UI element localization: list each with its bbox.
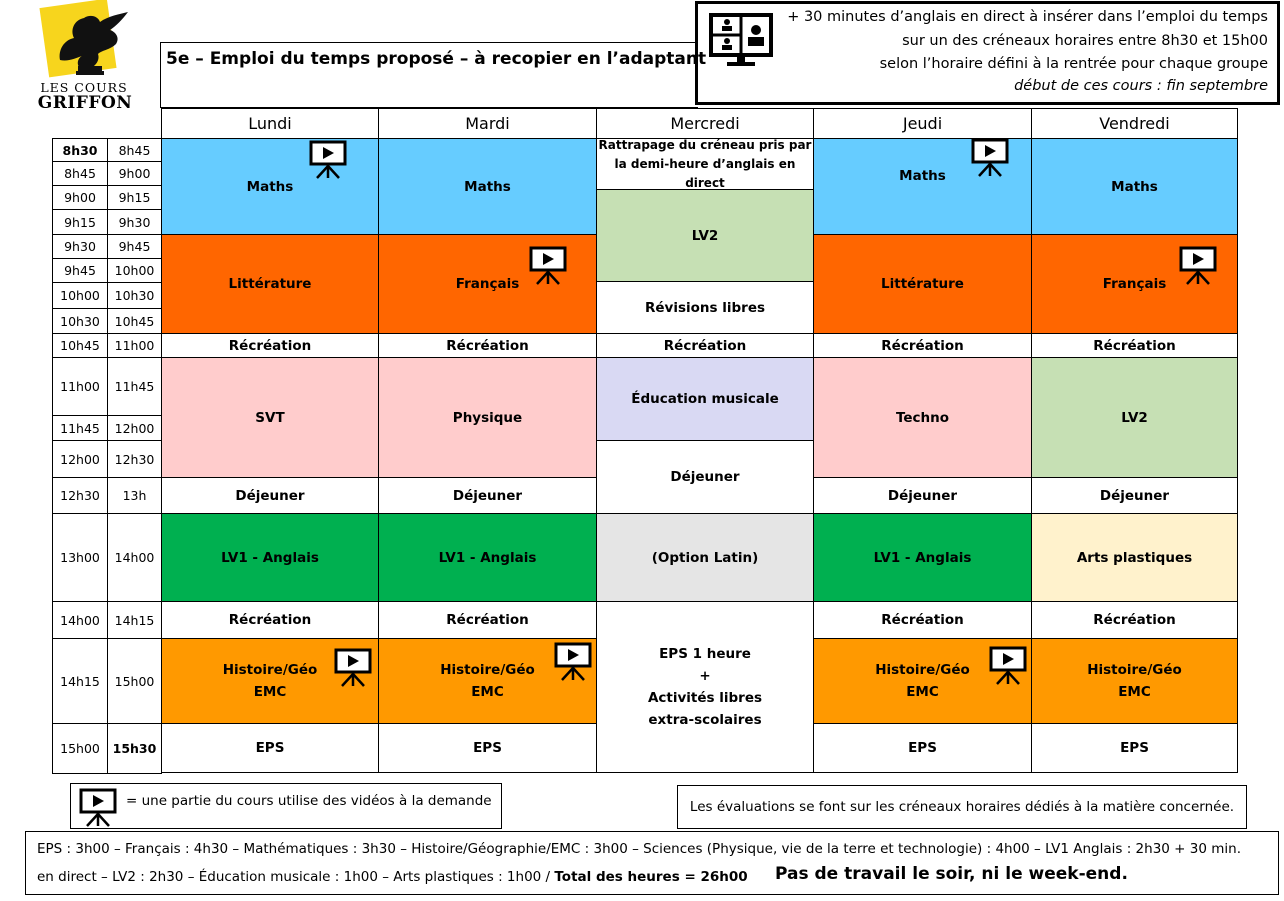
slot-lundi-svt (161, 357, 379, 478)
evaluation-note-text: Les évaluations se font sur les créneaux horaires dédiés à la matière concernée. (689, 799, 1235, 815)
video-on-demand-icon (989, 646, 1027, 686)
slot-label: LV1 - Anglais (221, 549, 319, 566)
time-start: 10h45 (52, 333, 108, 358)
slot-vendredi-maths (1031, 138, 1238, 235)
time-start: 12h00 (52, 440, 108, 478)
slot-label: EPS (473, 740, 502, 756)
slot-mardi-maths (378, 138, 597, 235)
slot-label: Récréation (1093, 337, 1176, 354)
slot-jeudi-recreation-2 (813, 601, 1032, 639)
time-end: 9h30 (107, 209, 162, 235)
time-start: 8h30 (52, 138, 108, 162)
video-on-demand-icon (334, 648, 372, 688)
slot-label: EMC (253, 684, 287, 700)
slot-label: SVT (255, 409, 285, 426)
slot-mardi-lv1 (378, 513, 597, 602)
slot-label: Physique (452, 409, 523, 426)
slot-lundi-recreation (161, 333, 379, 358)
time-start: 9h30 (52, 234, 108, 259)
video-on-demand-icon (309, 140, 347, 180)
slot-label: Maths (246, 178, 294, 195)
slot-mercredi-musique (596, 357, 814, 441)
slot-label: Littérature (228, 276, 312, 292)
slot-jeudi-litterature (813, 234, 1032, 334)
slot-label: Français (455, 276, 520, 292)
slot-label: Récréation (446, 612, 529, 628)
slot-label: Récréation (446, 337, 529, 354)
evaluation-note (677, 785, 1247, 829)
slot-mercredi-recreation (596, 333, 814, 358)
time-end: 13h (107, 477, 162, 514)
time-end: 10h45 (107, 308, 162, 334)
time-end: 9h00 (107, 161, 162, 186)
day-header-lundi: Lundi (161, 108, 379, 139)
time-start: 9h15 (52, 209, 108, 235)
slot-label: Histoire/Géo (1087, 662, 1182, 678)
day-header-mercredi: Mercredi (596, 108, 814, 139)
video-call-icon (709, 13, 773, 69)
time-start: 14h15 (52, 638, 108, 724)
time-start: 12h30 (52, 477, 108, 514)
slot-label: Français (1102, 276, 1167, 292)
slot-label: Déjeuner (1099, 487, 1170, 504)
notice-line3: selon l’horaire défini à la rentrée pour chaque groupe (879, 56, 1268, 72)
slot-label: (Option Latin) (651, 549, 759, 566)
slot-mercredi-revisions (596, 281, 814, 334)
slot-label: Maths (1111, 178, 1158, 195)
slot-label: EMC (1118, 684, 1151, 700)
slot-vendredi-dejeuner (1031, 477, 1238, 514)
day-header-jeudi: Jeudi (813, 108, 1032, 139)
slot-vendredi-recreation (1031, 333, 1238, 358)
slot-lundi-litterature (161, 234, 379, 334)
day-header-mardi: Mardi (378, 108, 597, 139)
time-end: 14h00 (107, 513, 162, 602)
footer-motto: Pas de travail le soir, ni le week-end. (775, 864, 1128, 884)
slot-jeudi-eps (813, 723, 1032, 773)
footer-total: Total des heures = 26h00 (554, 869, 748, 885)
slot-label: EMC (471, 684, 504, 700)
day-header-vendredi: Vendredi (1031, 108, 1238, 139)
slot-label: EPS 1 heure (659, 646, 751, 662)
slot-mercredi-rattrapage (596, 138, 814, 190)
slot-label: LV2 (691, 227, 719, 244)
time-end: 15h30 (107, 723, 162, 774)
notice-line2: sur un des créneaux horaires entre 8h30 et 15h00 (902, 33, 1268, 49)
slot-jeudi-recreation (813, 333, 1032, 358)
slot-label: Histoire/Géo (222, 662, 318, 678)
slot-vendredi-arts (1031, 513, 1238, 602)
time-end: 12h30 (107, 440, 162, 478)
slot-jeudi-dejeuner (813, 477, 1032, 514)
slot-vendredi-eps (1031, 723, 1238, 773)
slot-mercredi-lv2 (596, 189, 814, 282)
slot-vendredi-histoire (1031, 638, 1238, 724)
slot-label: Déjeuner (452, 487, 523, 504)
slot-label: Récréation (228, 337, 312, 354)
slot-jeudi-techno (813, 357, 1032, 478)
slot-label: Littérature (881, 276, 964, 292)
slot-lundi-eps (161, 723, 379, 773)
slot-label: LV1 - Anglais (438, 549, 537, 566)
slot-mardi-recreation (378, 333, 597, 358)
slot-label: Éducation musicale (631, 391, 779, 407)
slot-lundi-lv1 (161, 513, 379, 602)
page-title: 5e – Emploi du temps proposé – à recopier en l’adaptant (166, 49, 707, 69)
slot-lundi-recreation-2 (161, 601, 379, 639)
time-start: 13h00 (52, 513, 108, 602)
time-end: 14h15 (107, 601, 162, 639)
slot-label: Récréation (881, 612, 964, 628)
slot-label: EPS (1120, 740, 1149, 756)
slot-mardi-dejeuner (378, 477, 597, 514)
slot-mardi-eps (378, 723, 597, 773)
time-start: 10h30 (52, 308, 108, 334)
slot-label: Activités libres (647, 690, 763, 706)
time-start: 8h45 (52, 161, 108, 186)
time-end: 12h00 (107, 415, 162, 441)
slot-mardi-physique (378, 357, 597, 478)
slot-label: EMC (906, 684, 939, 700)
slot-label: Révisions libres (644, 299, 766, 316)
slot-mercredi-eps (596, 601, 814, 773)
time-start: 9h45 (52, 258, 108, 283)
slot-label: Récréation (881, 337, 964, 354)
logo-text-line2: GRIFFON (37, 93, 133, 113)
slot-label: Déjeuner (235, 487, 305, 504)
time-start: 11h00 (52, 357, 108, 416)
slot-label: Arts plastiques (1076, 549, 1193, 566)
slot-label: Maths (899, 168, 946, 184)
logo-text-line1: LES COURS (40, 80, 128, 95)
slot-label: Maths (464, 178, 511, 195)
slot-label: Récréation (1093, 612, 1176, 628)
footer-hours: en direct – LV2 : 2h30 – Éducation musicale : 1h00 – Arts plastiques : 1h00 / (37, 869, 555, 885)
griffin-icon (50, 10, 130, 76)
time-start: 10h00 (52, 282, 108, 309)
time-start: 9h00 (52, 185, 108, 210)
time-start: 15h00 (52, 723, 108, 774)
notice-line1: + 30 minutes d’anglais en direct à insérer dans l’emploi du temps (787, 9, 1268, 25)
slot-lundi-dejeuner (161, 477, 379, 514)
video-on-demand-icon (1179, 246, 1217, 286)
time-end: 10h00 (107, 258, 162, 283)
time-end: 10h30 (107, 282, 162, 309)
slot-label: Techno (895, 409, 950, 426)
time-end: 9h45 (107, 234, 162, 259)
time-end: 11h45 (107, 357, 162, 416)
slot-mercredi-latin (596, 513, 814, 602)
slot-label: Déjeuner (670, 469, 740, 485)
slot-vendredi-recreation-2 (1031, 601, 1238, 639)
time-end: 9h15 (107, 185, 162, 210)
slot-label: Déjeuner (887, 487, 958, 504)
slot-label: Récréation (663, 337, 747, 354)
time-start: 11h45 (52, 415, 108, 441)
slot-label: Récréation (228, 612, 312, 628)
slot-label: Histoire/Géo (440, 662, 535, 678)
footer-line2 (37, 869, 748, 885)
slot-label: LV2 (1121, 409, 1148, 426)
slot-label: la demi-heure d’anglais en direct (614, 156, 796, 190)
slot-label: extra-scolaires (648, 712, 762, 728)
video-legend-text: = une partie du cours utilise des vidéos à la demande (126, 793, 492, 809)
video-on-demand-icon (554, 642, 592, 682)
slot-vendredi-lv2 (1031, 357, 1238, 478)
notice-line4: début de ces cours : fin septembre (1014, 78, 1268, 94)
slot-mardi-recreation-2 (378, 601, 597, 639)
footer-line1: EPS : 3h00 – Français : 4h30 – Mathématiques : 3h30 – Histoire/Géographie/EMC : 3h00 – Sciences (Physique, vie de la terre et technologie) : 4h00 – LV1 Anglais : 2h30 + 30 min. (37, 841, 1241, 857)
slot-label: LV1 - Anglais (873, 549, 972, 566)
slot-label: + (699, 668, 711, 684)
slot-label: Rattrapage du créneau pris par (598, 138, 812, 152)
time-end: 8h45 (107, 138, 162, 162)
slot-label: EPS (908, 740, 937, 756)
time-end: 15h00 (107, 638, 162, 724)
slot-jeudi-lv1 (813, 513, 1032, 602)
time-end: 11h00 (107, 333, 162, 358)
slot-label: EPS (255, 740, 285, 756)
time-start: 14h00 (52, 601, 108, 639)
slot-mercredi-dejeuner (596, 440, 814, 514)
video-on-demand-icon (971, 138, 1009, 178)
slot-label: Histoire/Géo (875, 662, 970, 678)
video-on-demand-icon (529, 246, 567, 286)
